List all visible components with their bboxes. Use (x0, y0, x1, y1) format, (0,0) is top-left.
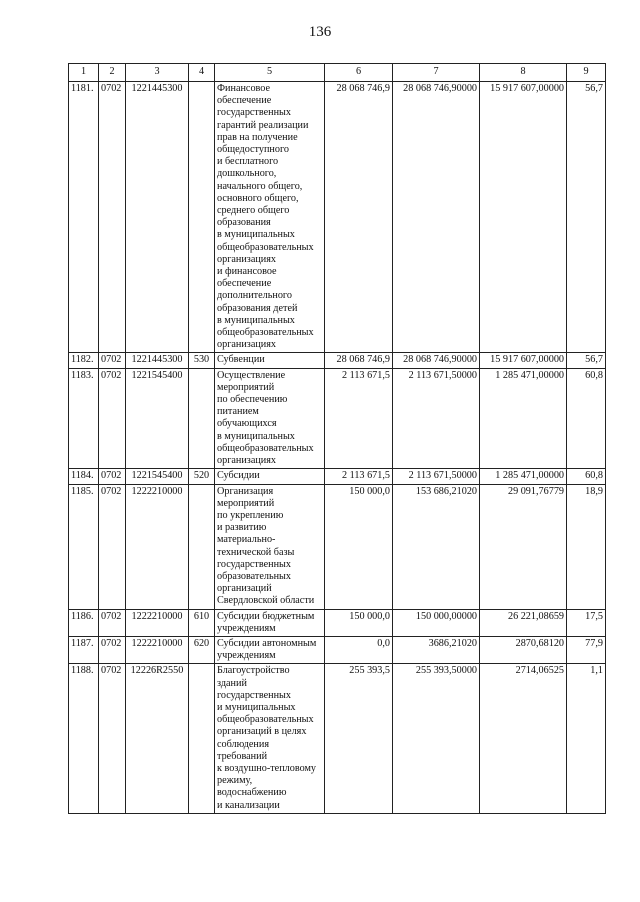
executed-amount: 1 285 471,00000 (480, 368, 567, 469)
item-name: Субсидии бюджетным учреждениям (215, 609, 325, 636)
table-row (69, 82, 606, 353)
expense-type (189, 664, 215, 813)
financed-amount: 2 113 671,50000 (393, 368, 480, 469)
plan-amount: 150 000,0 (325, 484, 393, 609)
expense-type (189, 368, 215, 469)
section-code: 0702 (99, 469, 126, 484)
executed-amount: 29 091,76779 (480, 484, 567, 609)
financed-amount: 150 000,00000 (393, 609, 480, 636)
plan-amount: 0,0 (325, 636, 393, 663)
section-code: 0702 (99, 368, 126, 469)
table-row (69, 609, 606, 636)
plan-amount: 255 393,5 (325, 664, 393, 813)
row-number: 1182. (69, 353, 99, 368)
execution-percent: 56,7 (567, 82, 606, 353)
table-row (69, 636, 606, 663)
row-number: 1187. (69, 636, 99, 663)
expense-type (189, 484, 215, 609)
section-code: 0702 (99, 353, 126, 368)
financed-amount: 28 068 746,90000 (393, 82, 480, 353)
execution-percent: 77,9 (567, 636, 606, 663)
financed-amount: 255 393,50000 (393, 664, 480, 813)
execution-percent: 1,1 (567, 664, 606, 813)
executed-amount: 15 917 607,00000 (480, 82, 567, 353)
item-name: Финансовое обеспечение государственных гарантий реализации прав на получение общедоступного и бесплатного дошкольного, начального общего, основного общего, среднего общего образования в муниципальных общеобразовательных организациях и финансовое обеспечение дополнительного образования детей в муниципальных общеобразовательных организациях (215, 82, 325, 353)
target-code: 1221445300 (126, 82, 189, 353)
header-row (69, 64, 606, 82)
target-code: 1222210000 (126, 484, 189, 609)
col-header: 8 (480, 64, 567, 82)
col-header: 9 (567, 64, 606, 82)
table-row (69, 368, 606, 469)
execution-percent: 17,5 (567, 609, 606, 636)
col-header: 6 (325, 64, 393, 82)
expense-type: 610 (189, 609, 215, 636)
col-header: 4 (189, 64, 215, 82)
plan-amount: 150 000,0 (325, 609, 393, 636)
execution-percent: 18,9 (567, 484, 606, 609)
row-number: 1184. (69, 469, 99, 484)
execution-percent: 60,8 (567, 469, 606, 484)
section-code: 0702 (99, 664, 126, 813)
section-code: 0702 (99, 609, 126, 636)
plan-amount: 28 068 746,9 (325, 82, 393, 353)
col-header: 7 (393, 64, 480, 82)
section-code: 0702 (99, 82, 126, 353)
section-code: 0702 (99, 636, 126, 663)
item-name: Благоустройство зданий государственных и муниципальных общеобразовательных организаций в целях соблюдения требований к воздушно-тепловому режиму, водоснабжению и канализации (215, 664, 325, 813)
item-name: Субсидии (215, 469, 325, 484)
expense-type: 530 (189, 353, 215, 368)
item-name: Организация мероприятий по укреплению и развитию материально- технической базы государственных образовательных организаций Свердловской области (215, 484, 325, 609)
row-number: 1186. (69, 609, 99, 636)
target-code: 1221545400 (126, 368, 189, 469)
table-row (69, 664, 606, 813)
table-row (69, 469, 606, 484)
item-name: Осуществление мероприятий по обеспечению питанием обучающихся в муниципальных общеобразовательных организациях (215, 368, 325, 469)
col-header: 1 (69, 64, 99, 82)
executed-amount: 26 221,08659 (480, 609, 567, 636)
expense-type: 620 (189, 636, 215, 663)
table-row (69, 484, 606, 609)
col-header: 3 (126, 64, 189, 82)
financed-amount: 153 686,21020 (393, 484, 480, 609)
financed-amount: 28 068 746,90000 (393, 353, 480, 368)
col-header: 5 (215, 64, 325, 82)
execution-percent: 60,8 (567, 368, 606, 469)
row-number: 1181. (69, 82, 99, 353)
item-name: Субсидии автономным учреждениям (215, 636, 325, 663)
financed-amount: 2 113 671,50000 (393, 469, 480, 484)
executed-amount: 2870,68120 (480, 636, 567, 663)
financed-amount: 3686,21020 (393, 636, 480, 663)
expense-type: 520 (189, 469, 215, 484)
executed-amount: 2714,06525 (480, 664, 567, 813)
target-code: 1221445300 (126, 353, 189, 368)
section-code: 0702 (99, 484, 126, 609)
row-number: 1185. (69, 484, 99, 609)
row-number: 1183. (69, 368, 99, 469)
col-header: 2 (99, 64, 126, 82)
table-row (69, 353, 606, 368)
plan-amount: 2 113 671,5 (325, 368, 393, 469)
target-code: 12226R2550 (126, 664, 189, 813)
execution-percent: 56,7 (567, 353, 606, 368)
executed-amount: 1 285 471,00000 (480, 469, 567, 484)
target-code: 1221545400 (126, 469, 189, 484)
target-code: 1222210000 (126, 636, 189, 663)
budget-table (68, 63, 606, 814)
page-number: 136 (308, 24, 332, 40)
executed-amount: 15 917 607,00000 (480, 353, 567, 368)
row-number: 1188. (69, 664, 99, 813)
expense-type (189, 82, 215, 353)
plan-amount: 2 113 671,5 (325, 469, 393, 484)
plan-amount: 28 068 746,9 (325, 353, 393, 368)
item-name: Субвенции (215, 353, 325, 368)
target-code: 1222210000 (126, 609, 189, 636)
